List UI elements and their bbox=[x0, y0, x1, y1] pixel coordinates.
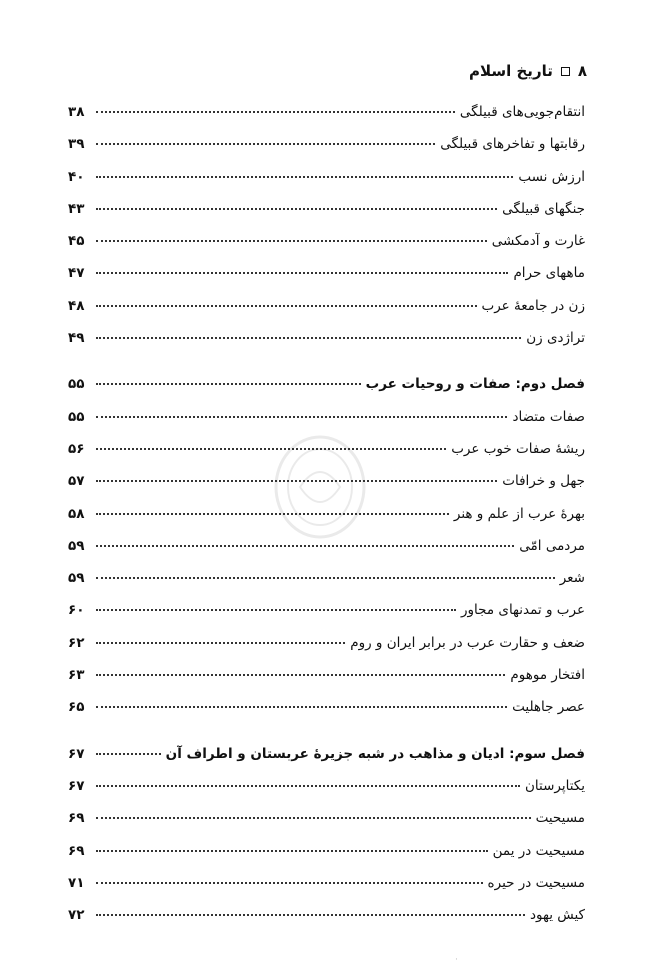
entry-page-number: ۳۸ bbox=[68, 104, 85, 120]
chapter-title: فصل سوم: ادیان و مذاهب در شبه جزیرهٔ عربستان و اطراف آن bbox=[165, 745, 585, 762]
entry-title: یکتاپرستان bbox=[524, 777, 585, 794]
entry-title: ارزش نسب bbox=[518, 168, 585, 185]
dot-leader bbox=[96, 111, 455, 113]
toc-entry bbox=[68, 201, 585, 233]
entry-title: جنگهای قبیلگی bbox=[502, 200, 585, 217]
page-number: ۸ bbox=[577, 62, 587, 80]
entry-page-number: ۵۵ bbox=[68, 408, 85, 425]
entry-title: مسیحیت bbox=[535, 810, 585, 827]
toc-entry bbox=[68, 699, 585, 731]
dot-leader bbox=[96, 383, 361, 385]
toc-chapter-heading bbox=[68, 746, 585, 778]
square-ornament-icon bbox=[561, 67, 570, 76]
entry-page-number: ۷۲ bbox=[68, 907, 85, 924]
entry-page-number: ۶۳ bbox=[68, 667, 85, 684]
dot-leader bbox=[96, 176, 513, 178]
entry-title: افتخار موهوم bbox=[510, 667, 585, 684]
entry-title: بهرهٔ عرب از علم و هنر bbox=[453, 505, 585, 522]
toc-entry bbox=[68, 778, 585, 810]
toc-entry bbox=[68, 810, 585, 842]
entry-page-number: ۴۸ bbox=[68, 297, 85, 314]
toc-entry bbox=[68, 843, 585, 875]
toc-entry bbox=[68, 298, 585, 330]
toc-entry bbox=[68, 907, 585, 939]
entry-page-number: ۶۲ bbox=[68, 634, 85, 651]
dot-leader bbox=[96, 545, 514, 547]
toc-entry bbox=[68, 233, 585, 265]
entry-page-number: ۴۳ bbox=[68, 200, 85, 217]
dot-leader bbox=[96, 706, 507, 708]
entry-title: کیش یهود bbox=[530, 907, 585, 924]
entry-title: ماههای حرام bbox=[513, 265, 585, 282]
entry-title: جهل و خرافات bbox=[502, 473, 585, 490]
toc-entry bbox=[68, 330, 585, 362]
toc-entry bbox=[68, 667, 585, 699]
dot-leader bbox=[96, 513, 449, 515]
toc-entry bbox=[68, 265, 585, 297]
entry-title: صفات متضاد bbox=[512, 408, 585, 425]
toc-entry bbox=[68, 506, 585, 538]
chapter-title: فصل دوم: صفات و روحیات عرب bbox=[365, 376, 585, 393]
entry-title: شعر bbox=[559, 570, 585, 587]
entry-title: مسیحیت در حیره bbox=[487, 874, 585, 891]
dot-leader bbox=[96, 416, 507, 418]
toc-entry bbox=[68, 409, 585, 441]
entry-page-number: ۵۹ bbox=[68, 570, 85, 587]
entry-title: عرب و تمدنهای مجاور bbox=[460, 602, 585, 619]
dot-leader bbox=[96, 850, 488, 852]
dot-leader bbox=[96, 914, 525, 916]
toc-entry bbox=[68, 538, 585, 570]
dot-leader bbox=[96, 785, 520, 787]
scan-mark: · bbox=[455, 955, 458, 965]
toc-entry bbox=[68, 602, 585, 634]
toc-entry bbox=[68, 570, 585, 602]
toc-entry bbox=[68, 441, 585, 473]
running-header bbox=[469, 62, 587, 80]
book-title: تاریخ اسلام bbox=[469, 62, 553, 80]
entry-title: رقابتها و تفاخرهای قبیلگی bbox=[440, 136, 585, 153]
toc-entry bbox=[68, 104, 585, 136]
entry-page-number: ۳۹ bbox=[68, 136, 85, 153]
toc-entry bbox=[68, 169, 585, 201]
entry-page-number: ۵۹ bbox=[68, 537, 85, 554]
entry-page-number: ۶۷ bbox=[68, 777, 85, 794]
dot-leader bbox=[96, 272, 508, 274]
dot-leader bbox=[96, 143, 435, 145]
dot-leader bbox=[96, 609, 456, 611]
entry-title: انتقام‌جویی‌های قبیلگی bbox=[459, 104, 585, 120]
dot-leader bbox=[96, 448, 446, 450]
entry-title: زن در جامعهٔ عرب bbox=[481, 297, 585, 314]
entry-page-number: ۵۸ bbox=[68, 505, 85, 522]
entry-title: مسیحیت در یمن bbox=[492, 842, 585, 859]
entry-title: ضعف و حقارت عرب در برابر ایران و روم bbox=[350, 634, 585, 651]
dot-leader bbox=[96, 674, 505, 676]
chapter-page-number: ۵۵ bbox=[68, 376, 85, 393]
entry-page-number: ۶۹ bbox=[68, 810, 85, 827]
dot-leader bbox=[96, 480, 497, 482]
dot-leader bbox=[96, 642, 345, 644]
entry-page-number: ۶۰ bbox=[68, 602, 85, 619]
dot-leader bbox=[96, 882, 483, 884]
entry-page-number: ۶۵ bbox=[68, 699, 85, 716]
entry-title: عصر جاهلیت bbox=[512, 699, 585, 716]
dot-leader bbox=[96, 577, 555, 579]
dot-leader bbox=[96, 208, 497, 210]
entry-page-number: ۶۹ bbox=[68, 842, 85, 859]
chapter-spacer bbox=[68, 362, 585, 376]
dot-leader bbox=[96, 305, 477, 307]
toc-entry bbox=[68, 635, 585, 667]
dot-leader bbox=[96, 337, 521, 339]
dot-leader bbox=[96, 753, 161, 755]
toc-chapter-heading bbox=[68, 376, 585, 408]
dot-leader bbox=[96, 817, 531, 819]
entry-title: مردمی امّی bbox=[519, 537, 585, 554]
entry-title: تراژدی زن bbox=[526, 330, 585, 347]
dot-leader bbox=[96, 240, 487, 242]
entry-page-number: ۴۵ bbox=[68, 233, 85, 250]
entry-page-number: ۵۶ bbox=[68, 440, 85, 457]
entry-page-number: ۴۰ bbox=[68, 168, 85, 185]
entry-page-number: ۵۷ bbox=[68, 473, 85, 490]
chapter-page-number: ۶۷ bbox=[68, 745, 85, 762]
entry-page-number: ۴۷ bbox=[68, 265, 85, 282]
entry-page-number: ۴۹ bbox=[68, 330, 85, 347]
toc-entry bbox=[68, 473, 585, 505]
entry-title: غارت و آدمکشی bbox=[491, 233, 585, 250]
chapter-spacer bbox=[68, 732, 585, 746]
table-of-contents bbox=[68, 104, 585, 939]
entry-title: ریشهٔ صفات خوب عرب bbox=[451, 440, 585, 457]
toc-entry bbox=[68, 875, 585, 907]
entry-page-number: ۷۱ bbox=[68, 874, 85, 891]
toc-entry bbox=[68, 136, 585, 168]
